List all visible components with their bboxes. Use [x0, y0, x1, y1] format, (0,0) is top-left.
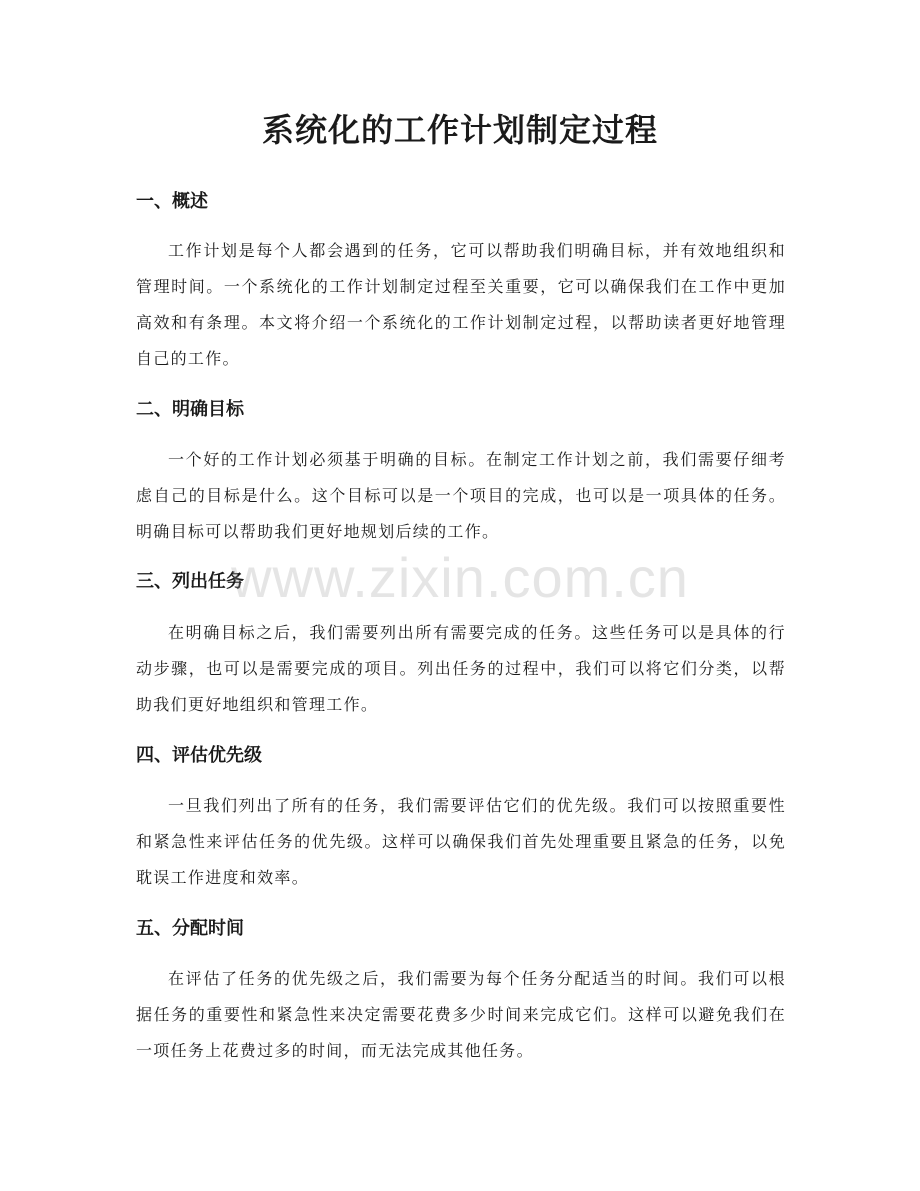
page-title: 系统化的工作计划制定过程 — [261, 111, 658, 149]
section-body-priority: 一旦我们列出了所有的任务，我们需要评估它们的优先级。我们可以按照重要性和紧急性来评估任务的优先级。这样可以确保我们首先处理重要且紧急的任务，以免耽误工作进度和效率。 — [136, 796, 786, 887]
section-body-tasks: 在明确目标之后，我们需要列出所有需要完成的任务。这些任务可以是具体的行动步骤，也可以是需要完成的项目。列出任务的过程中，我们可以将它们分类，以帮助我们更好地组织和管理工作。 — [136, 623, 786, 714]
section-heading-tasks: 三、列出任务 — [136, 571, 244, 592]
section-heading-overview: 一、概述 — [136, 191, 208, 212]
section-body-overview: 工作计划是每个人都会遇到的任务，它可以帮助我们明确目标，并有效地组织和管理时间。一个系统化的工作计划制定过程至关重要，它可以确保我们在工作中更加高效和有条理。本文将介绍一个系统化的工作计划制定过程，以帮助读者更好地管理自己的工作。 — [136, 241, 786, 368]
watermark: www.zixin.com.cn — [231, 546, 689, 609]
section-heading-time: 五、分配时间 — [136, 918, 244, 939]
section-body-time: 在评估了任务的优先级之后，我们需要为每个任务分配适当的时间。我们可以根据任务的重要性和紧急性来决定需要花费多少时间来完成它们。这样可以避免我们在一项任务上花费过多的时间，而无法完成其他任务。 — [136, 969, 786, 1060]
section-heading-priority: 四、评估优先级 — [136, 745, 262, 766]
section-heading-goals: 二、明确目标 — [136, 399, 244, 420]
section-body-goals: 一个好的工作计划必须基于明确的目标。在制定工作计划之前，我们需要仔细考虑自己的目标是什么。这个目标可以是一个项目的完成，也可以是一项具体的任务。明确目标可以帮助我们更好地规划后续的工作。 — [136, 450, 786, 541]
